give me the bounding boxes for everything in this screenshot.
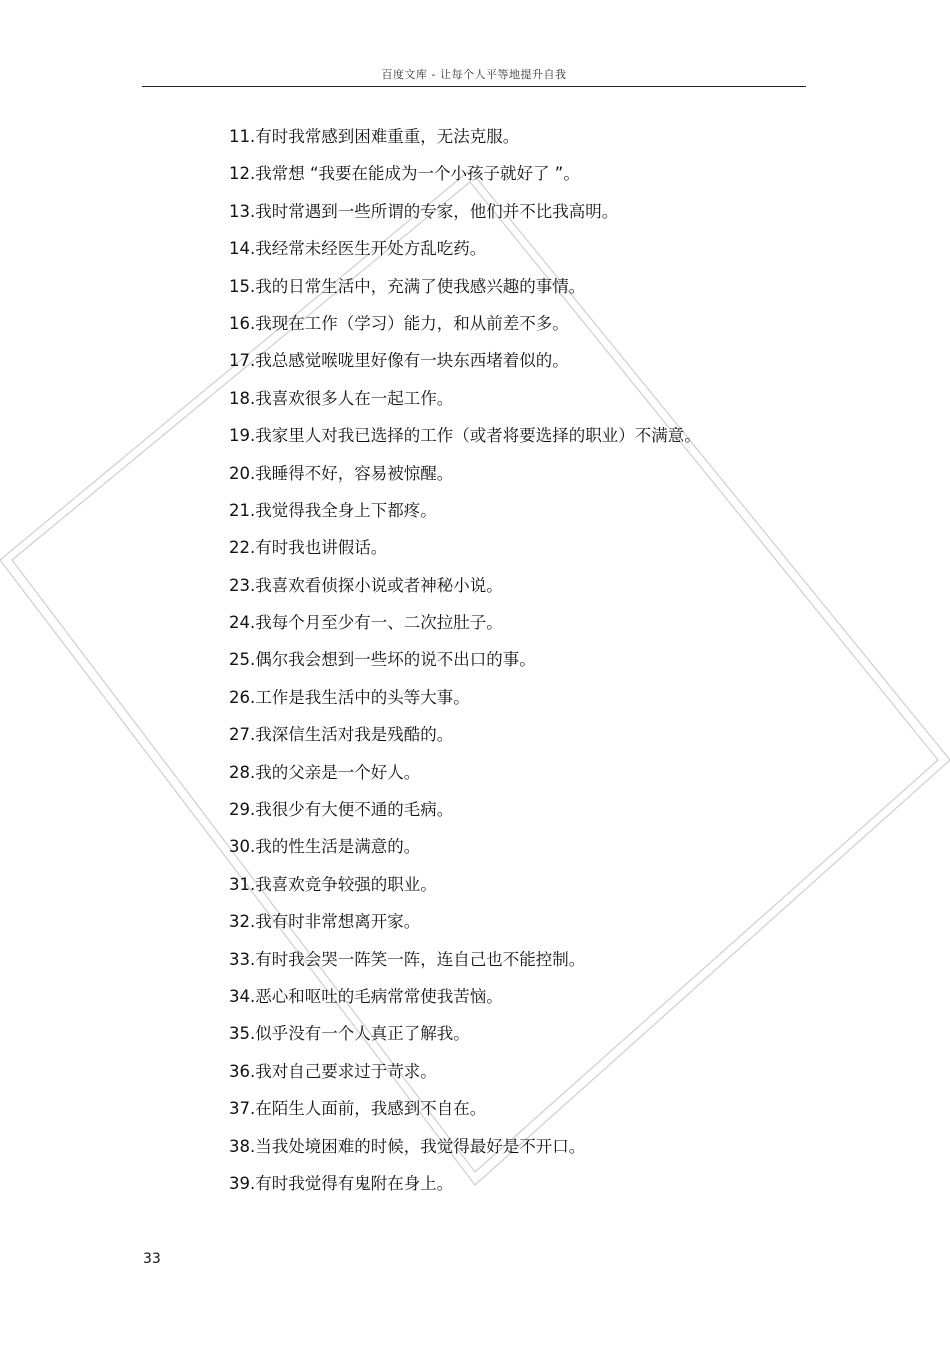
header-divider [142, 86, 806, 87]
question-item: 32.我有时非常想离开家。 [229, 912, 421, 932]
question-item: 35.似乎没有一个人真正了解我。 [229, 1024, 470, 1044]
question-item: 14.我经常未经医生开处方乱吃药。 [229, 239, 487, 259]
question-item: 36.我对自己要求过于苛求。 [229, 1061, 437, 1081]
question-item: 17.我总感觉喉咙里好像有一块东西堵着似的。 [229, 351, 569, 371]
question-item: 26.工作是我生活中的头等大事。 [229, 687, 470, 707]
question-item: 12.我常想 “我要在能成为一个小孩子就好了 ”。 [229, 164, 580, 184]
question-item: 21.我觉得我全身上下都疼。 [229, 500, 437, 520]
question-item: 19.我家里人对我已选择的工作（或者将要选择的职业）不满意。 [229, 426, 701, 446]
question-item: 20.我睡得不好，容易被惊醒。 [229, 463, 454, 483]
question-item: 29.我很少有大便不通的毛病。 [229, 800, 454, 820]
page-header: 百度文库 - 让每个人平等地提升自我 [381, 68, 567, 81]
question-item: 39.有时我觉得有鬼附在身上。 [229, 1173, 454, 1193]
question-item: 16.我现在工作（学习）能力，和从前差不多。 [229, 313, 569, 333]
question-item: 31.我喜欢竞争较强的职业。 [229, 874, 437, 894]
question-list [229, 124, 789, 1208]
question-item: 22.有时我也讲假话。 [229, 538, 388, 558]
question-item: 11.有时我常感到困难重重，无法克服。 [229, 127, 520, 146]
question-item: 25.偶尔我会想到一些坏的说不出口的事。 [229, 650, 536, 670]
question-item: 28.我的父亲是一个好人。 [229, 762, 421, 782]
question-item: 38.当我处境困难的时候，我觉得最好是不开口。 [229, 1136, 586, 1156]
question-item: 33.有时我会哭一阵笑一阵，连自己也不能控制。 [229, 949, 586, 969]
question-item: 27.我深信生活对我是残酷的。 [229, 725, 454, 745]
question-item: 30.我的性生活是满意的。 [229, 837, 421, 857]
question-item: 13.我时常遇到一些所谓的专家，他们并不比我高明。 [229, 201, 619, 221]
question-item: 23.我喜欢看侦探小说或者神秘小说。 [229, 575, 503, 595]
question-item: 15.我的日常生活中，充满了使我感兴趣的事情。 [229, 276, 586, 296]
question-item: 34.恶心和呕吐的毛病常常使我苦恼。 [229, 986, 503, 1006]
question-item: 24.我每个月至少有一、二次拉肚子。 [229, 613, 503, 633]
page-number: 33 [143, 1251, 161, 1267]
question-item: 18.我喜欢很多人在一起工作。 [229, 388, 454, 408]
question-item: 37.在陌生人面前，我感到不自在。 [229, 1099, 487, 1119]
